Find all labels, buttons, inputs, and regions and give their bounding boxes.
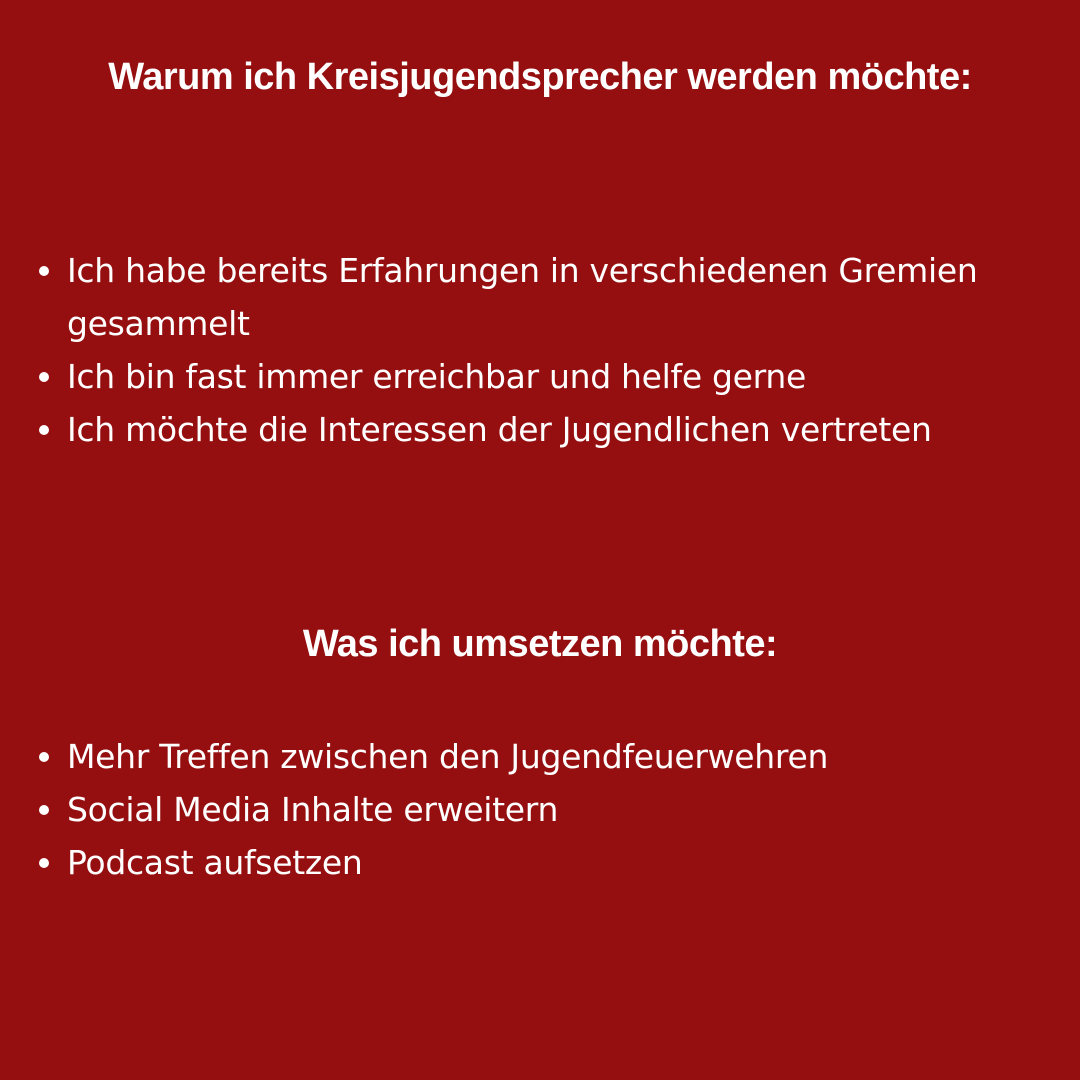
section-heading-goals: Was ich umsetzen möchte: bbox=[302, 623, 778, 665]
bullet-icon bbox=[39, 858, 49, 868]
list-item-text: Social Media Inhalte erweitern bbox=[67, 790, 559, 829]
list-item-text: Podcast aufsetzen bbox=[67, 843, 363, 882]
list-item bbox=[37, 783, 1047, 836]
reasons-list bbox=[37, 244, 1047, 456]
list-item bbox=[37, 403, 1047, 456]
bullet-icon bbox=[39, 372, 49, 382]
list-item-text: Mehr Treffen zwischen den Jugendfeuerwehren bbox=[67, 737, 829, 776]
list-item bbox=[37, 244, 1047, 350]
section-heading-reasons: Warum ich Kreisjugendsprecher werden möchte: bbox=[108, 56, 972, 98]
goals-list bbox=[37, 730, 1047, 889]
bullet-icon bbox=[39, 752, 49, 762]
bullet-icon bbox=[39, 266, 49, 276]
list-item-text: Ich habe bereits Erfahrungen in verschiedenen Gremien gesammelt bbox=[67, 251, 978, 343]
list-item-text: Ich bin fast immer erreichbar und helfe gerne bbox=[67, 357, 806, 396]
list-item bbox=[37, 836, 1047, 889]
bullet-icon bbox=[39, 425, 49, 435]
list-item-text: Ich möchte die Interessen der Jugendlichen vertreten bbox=[67, 410, 932, 449]
list-item bbox=[37, 730, 1047, 783]
bullet-icon bbox=[39, 805, 49, 815]
list-item bbox=[37, 350, 1047, 403]
